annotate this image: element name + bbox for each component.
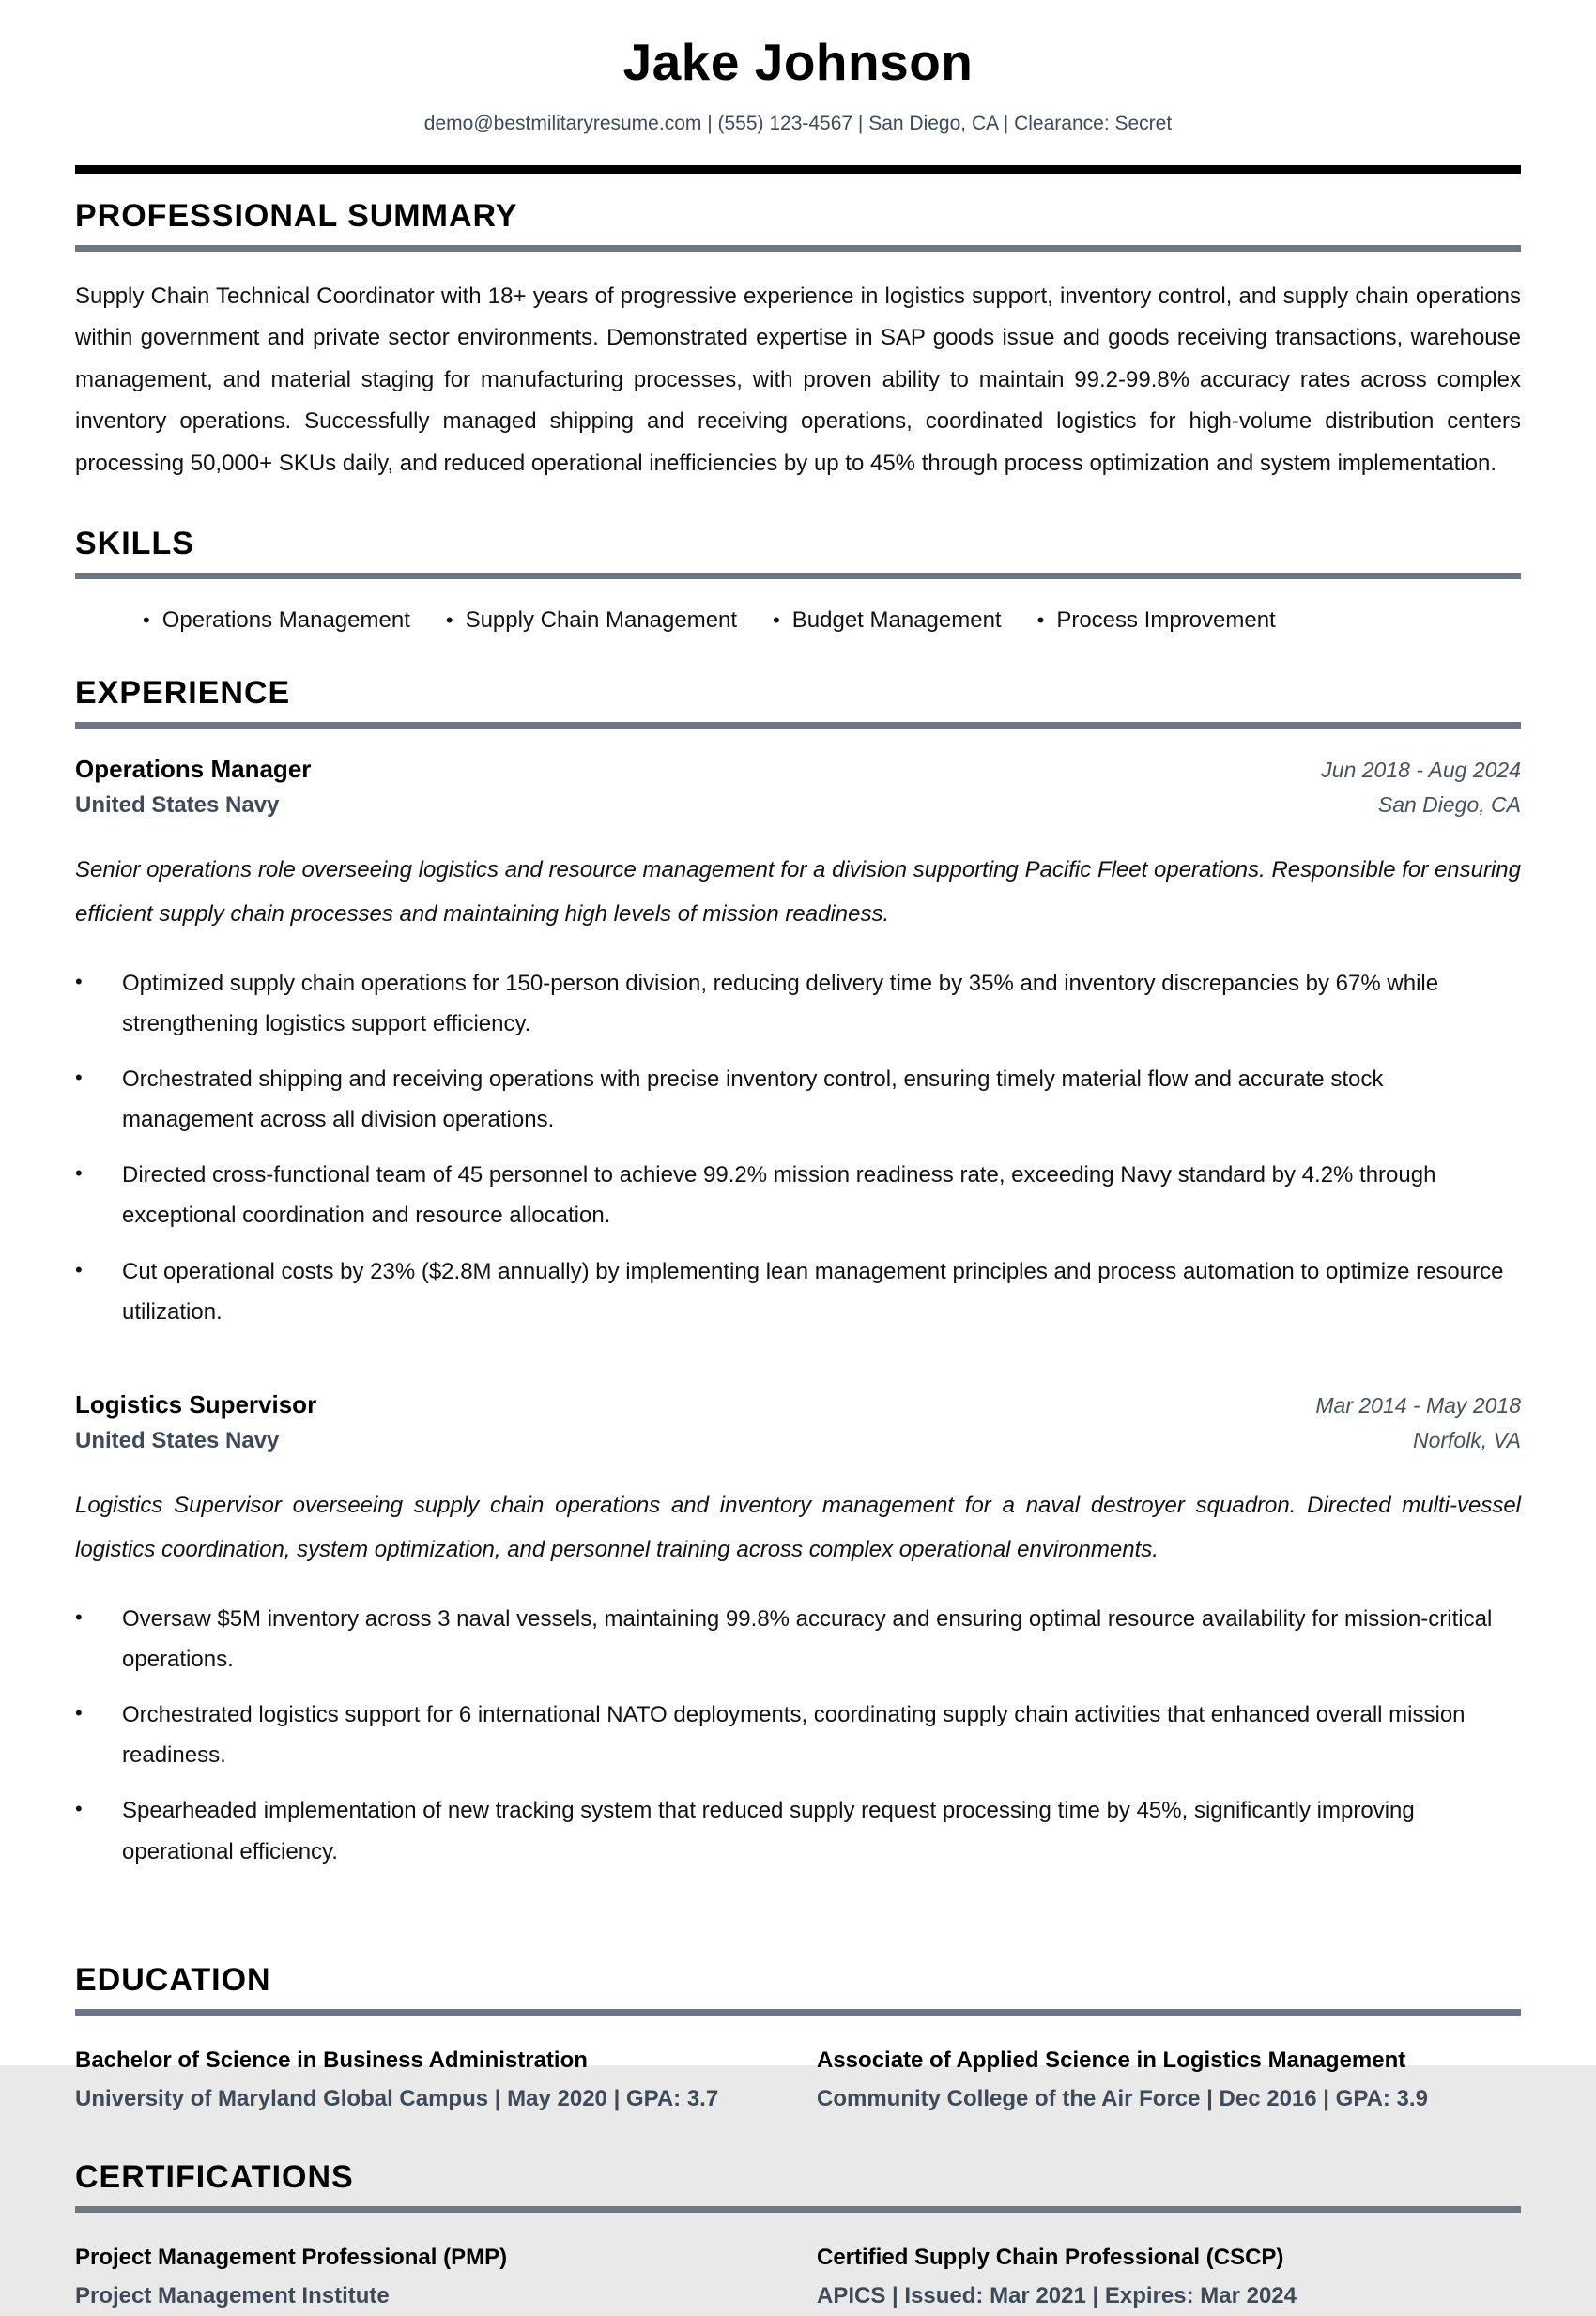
- job-subheader-row: [75, 784, 1521, 819]
- bullet-icon: •: [75, 969, 83, 993]
- job-description: Senior operations role overseeing logistics and resource management for a division supporting Pacific Fleet operations. Responsible for ensuring efficient supply chain processes and maintaining high levels of mission readiness.: [75, 856, 1521, 927]
- section-divider: [75, 2009, 1521, 2016]
- job-company: United States Navy: [75, 791, 280, 818]
- bullet-icon: •: [773, 607, 780, 632]
- job-bullet-text: Optimized supply chain operations for 150-person division, reducing delivery time by 35% and inventory discrepancies by 67% while strengthening logistics support efficiency.: [122, 970, 1439, 1036]
- job-bullet: [75, 1059, 1521, 1140]
- certification-entry: [75, 2239, 779, 2316]
- job-bullet-list: [75, 1599, 1521, 1872]
- job-title: Logistics Supervisor: [75, 1390, 317, 1419]
- experience-section-title: EXPERIENCE: [75, 674, 291, 711]
- bullet-icon: •: [445, 607, 453, 632]
- section-professional-summary: [75, 198, 1521, 484]
- job-company: United States Navy: [75, 1428, 280, 1454]
- section-skills: [75, 526, 1521, 634]
- resume-header: [75, 32, 1521, 174]
- job-description: Logistics Supervisor overseeing supply chain operations and inventory management for a naval destroyer squadron. Directed multi-vessel logistics coordination, system optimization, and personnel training across complex operational environments.: [75, 1493, 1521, 1562]
- job-bullet-list: [75, 963, 1521, 1333]
- job-dates: Jun 2018 - Aug 2024: [1321, 757, 1521, 782]
- section-divider: [75, 722, 1521, 729]
- certification-details: APICS | Issued: Mar 2021 | Expires: Mar 2024: [817, 2283, 1297, 2309]
- job-title: Operations Manager: [75, 754, 312, 783]
- job-entry: [75, 1390, 1521, 1872]
- bullet-icon: •: [75, 1797, 83, 1821]
- skill-label: Operations Management: [161, 606, 410, 633]
- job-entry: [75, 755, 1521, 1332]
- bullet-icon: •: [75, 1701, 83, 1725]
- education-columns: [75, 2042, 1521, 2119]
- degree-name: Associate of Applied Science in Logistics Management: [817, 2047, 1406, 2073]
- certification-details: Project Management Institute: [75, 2283, 390, 2309]
- degree-name: Bachelor of Science in Business Administration: [75, 2047, 588, 2073]
- job-header-row: [75, 755, 1521, 784]
- skill-label: Process Improvement: [1056, 606, 1276, 633]
- job-bullet: [75, 1155, 1521, 1235]
- job-bullet-text: Cut operational costs by 23% ($2.8M annually) by implementing lean management principles and process automation to optimize resource utilization.: [122, 1258, 1504, 1325]
- job-bullet: [75, 963, 1521, 1044]
- skill-item: [446, 607, 737, 634]
- bullet-icon: •: [143, 607, 150, 632]
- job-subheader-row: [75, 1419, 1521, 1454]
- skill-item: [773, 607, 1002, 634]
- summary-section-title: PROFESSIONAL SUMMARY: [75, 198, 518, 234]
- job-header-row: [75, 1390, 1521, 1419]
- section-divider: [75, 2206, 1521, 2213]
- job-bullet-text: Orchestrated logistics support for 6 international NATO deployments, coordinating supply chain activities that enhanced overall mission readiness.: [122, 1702, 1466, 1769]
- education-entry: [817, 2042, 1521, 2119]
- header-divider: [75, 165, 1521, 174]
- certification-name: Certified Supply Chain Professional (CSCP): [817, 2245, 1284, 2271]
- degree-details: Community College of the Air Force | Dec 2016 | GPA: 3.9: [817, 2085, 1428, 2111]
- certifications-section-title: CERTIFICATIONS: [75, 2159, 354, 2196]
- skills-list: [75, 607, 1521, 634]
- job-location: San Diego, CA: [1377, 791, 1521, 817]
- candidate-name: Jake Johnson: [622, 33, 974, 91]
- section-experience: [75, 675, 1521, 1872]
- summary-text: Supply Chain Technical Coordinator with 18+ years of progressive experience in logistics support, inventory control, and supply chain operations within government and private sector environments. Demonstrated expertise in SAP goods issue and goods receiving transactions, warehouse management, and material staging for manufacturing processes, with proven ability to maintain 99.2-99.8% accuracy rates across complex inventory operations. Successfully managed shipping and receiving operations, coordinated logistics for high-volume distribution centers processing 50,000+ SKUs daily, and reduced operational inefficiencies by up to 45% through process optimization and system implementation.: [75, 284, 1521, 476]
- education-section-title: EDUCATION: [75, 1961, 271, 1998]
- job-bullet: [75, 1599, 1521, 1679]
- skill-label: Budget Management: [791, 606, 1002, 633]
- bullet-icon: •: [75, 1065, 83, 1089]
- bullet-icon: •: [75, 1257, 83, 1281]
- education-entry: [75, 2042, 779, 2119]
- job-bullet: [75, 1695, 1521, 1775]
- job-dates: Mar 2014 - May 2018: [1315, 1393, 1521, 1419]
- bullet-icon: •: [1036, 607, 1045, 632]
- section-divider: [75, 245, 1521, 252]
- section-certifications: [75, 2159, 1521, 2316]
- skill-item: [1037, 607, 1276, 634]
- job-bullet-text: Spearheaded implementation of new tracking system that reduced supply request processing time by 45%, significantly improving operational efficiency.: [122, 1798, 1415, 1864]
- job-bullet: [75, 1251, 1521, 1332]
- certification-entry: [817, 2239, 1521, 2316]
- job-bullet: [75, 1790, 1521, 1871]
- skills-section-title: SKILLS: [75, 525, 194, 561]
- certification-columns: [75, 2239, 1521, 2316]
- job-bullet-text: Orchestrated shipping and receiving operations with precise inventory control, ensuring timely material flow and accurate stock management across all division operations.: [122, 1066, 1384, 1133]
- job-location: Norfolk, VA: [1412, 1428, 1521, 1453]
- job-bullet-text: Directed cross-functional team of 45 personnel to achieve 99.2% mission readiness rate, exceeding Navy standard by 4.2% through exceptional coordination and resource allocation.: [122, 1162, 1436, 1229]
- contact-line: demo@bestmilitaryresume.com | (555) 123-4567 | San Diego, CA | Clearance: Secret: [423, 113, 1173, 134]
- certification-name: Project Management Professional (PMP): [75, 2245, 508, 2271]
- skill-label: Supply Chain Management: [465, 606, 738, 633]
- degree-details: University of Maryland Global Campus | May 2020 | GPA: 3.7: [75, 2085, 719, 2111]
- section-divider: [75, 573, 1521, 579]
- bullet-icon: •: [75, 1161, 83, 1186]
- section-education: [75, 1962, 1521, 2119]
- bullet-icon: •: [75, 1604, 83, 1629]
- job-bullet-text: Oversaw $5M inventory across 3 naval vessels, maintaining 99.8% accuracy and ensuring optimal resource availability for mission-critical operations.: [122, 1605, 1493, 1672]
- skill-item: [143, 607, 410, 634]
